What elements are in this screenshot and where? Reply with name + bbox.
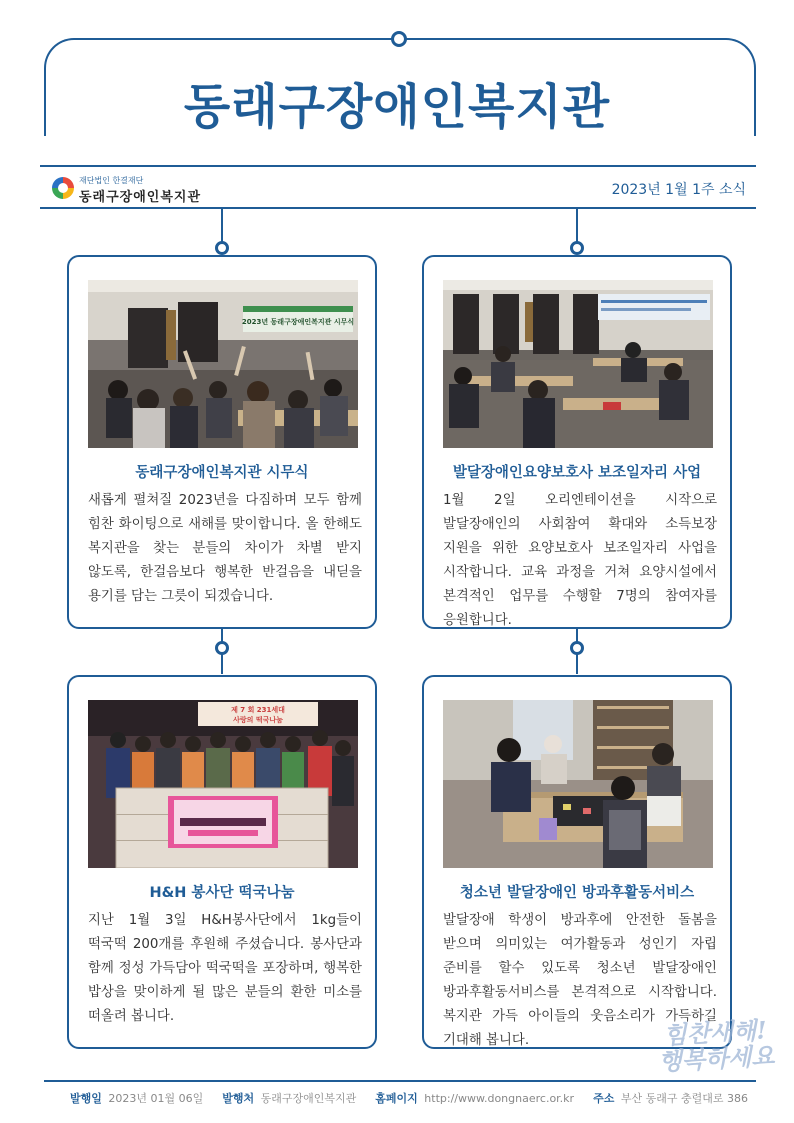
banner-top-text: 제 7 회 231세대	[231, 706, 285, 714]
logo-emblem-icon	[52, 177, 74, 199]
card-title: 청소년 발달장애인 방과후활동서비스	[459, 885, 695, 901]
footer-address-label: 주소	[593, 1092, 615, 1105]
page-title: 동래구장애인복지관	[183, 79, 611, 135]
news-card-care-assistant-jobs	[422, 255, 732, 629]
photo-volunteer-group	[88, 700, 358, 868]
logo-foundation-text: 재단법인 한결재단	[79, 176, 144, 185]
title-frame-mask	[40, 136, 760, 156]
title-dot-ornament	[391, 31, 407, 47]
footer-homepage-link[interactable]: http://www.dongnaerc.or.kr	[424, 1092, 575, 1105]
footer-address: 부산 동래구 충렬대로 386	[620, 1092, 748, 1105]
connector-dot	[570, 641, 584, 655]
footer-issued-date: 2023년 01월 06일	[108, 1092, 204, 1105]
issue-date: 2023년 1월 1주 소식	[611, 182, 746, 198]
card-text: 새롭게 펼쳐질 2023년을 다짐하며 모두 함께 힘찬 화이팅으로 새해를 맞이합니다. 올 한해도 복지관을 찾는 분들의 차이가 차별 받지 않도록, 한걸음보다 행복한 반걸음을 내딛을 용기를 담는 그릇이 되겠습니다.	[88, 493, 362, 604]
card-title: H&H 봉사단 떡국나눔	[149, 885, 295, 901]
slogan-line: 힘찬새해!	[662, 1015, 768, 1050]
connector-dot	[570, 241, 584, 255]
header-bar	[40, 165, 756, 209]
photo-after-school-activity	[443, 700, 713, 868]
card-text: 발달장애 학생이 방과후에 안전한 돌봄을 받으며 의미있는 여가활동과 성인기 자립 준비를 할수 있도록 청소년 발달장애인 방과후활동서비스를 본격적으로 시작합니다. 복지관 가득 아이들의 웃음소리가 가득하길 기대해 봅니다.	[443, 913, 717, 1048]
photo-opening-ceremony	[88, 280, 358, 448]
logo-name-text: 동래구장애인복지관	[79, 190, 202, 205]
footer-issued-date-label: 발행일	[70, 1092, 102, 1105]
banner-bottom-text: 사랑의 떡국나눔	[233, 716, 283, 724]
footer-publisher: 동래구장애인복지관	[260, 1092, 357, 1105]
footer-publisher-label: 발행처	[222, 1092, 255, 1105]
photo-orientation	[443, 280, 713, 448]
card-title: 발달장애인요양보호사 보조일자리 사업	[452, 465, 702, 481]
slogan-line: 행복하세요	[657, 1040, 776, 1077]
footer	[70, 1090, 748, 1106]
organization-logo	[52, 173, 252, 203]
connector-dot	[215, 241, 229, 255]
card-text: 지난 1월 3일 H&H봉사단에서 1kg들이 떡국떡 200개를 후원해 주셨습니다. 봉사단과 함께 정성 가득담아 떡국떡을 포장하며, 행복한 밥상을 맞이하게 될 많은 분들의 환한 미소를 떠올려 봅니다.	[88, 913, 362, 1024]
new-year-slogan	[635, 1016, 794, 1084]
card-text: 1월 2일 오리엔테이션을 시작으로 발달장애인의 사회참여 확대와 소득보장 지원을 위한 요양보호사 보조일자리 사업을 시작합니다. 교육 과정을 거쳐 요양시설에서 본격적인 업무를 수행할 7명의 참여자를 응원합니다.	[443, 493, 717, 628]
footer-divider	[44, 1080, 756, 1082]
news-card-after-school-service	[422, 675, 732, 1049]
connector-dot	[215, 641, 229, 655]
card-title: 동래구장애인복지관 시무식	[135, 465, 309, 481]
ceremony-banner-text: 2023년 동래구장애인복지관 시무식	[241, 318, 355, 326]
news-card-opening-ceremony	[67, 255, 377, 629]
footer-homepage-label: 홈페이지	[375, 1092, 418, 1105]
news-card-rice-cake-sharing	[67, 675, 377, 1049]
